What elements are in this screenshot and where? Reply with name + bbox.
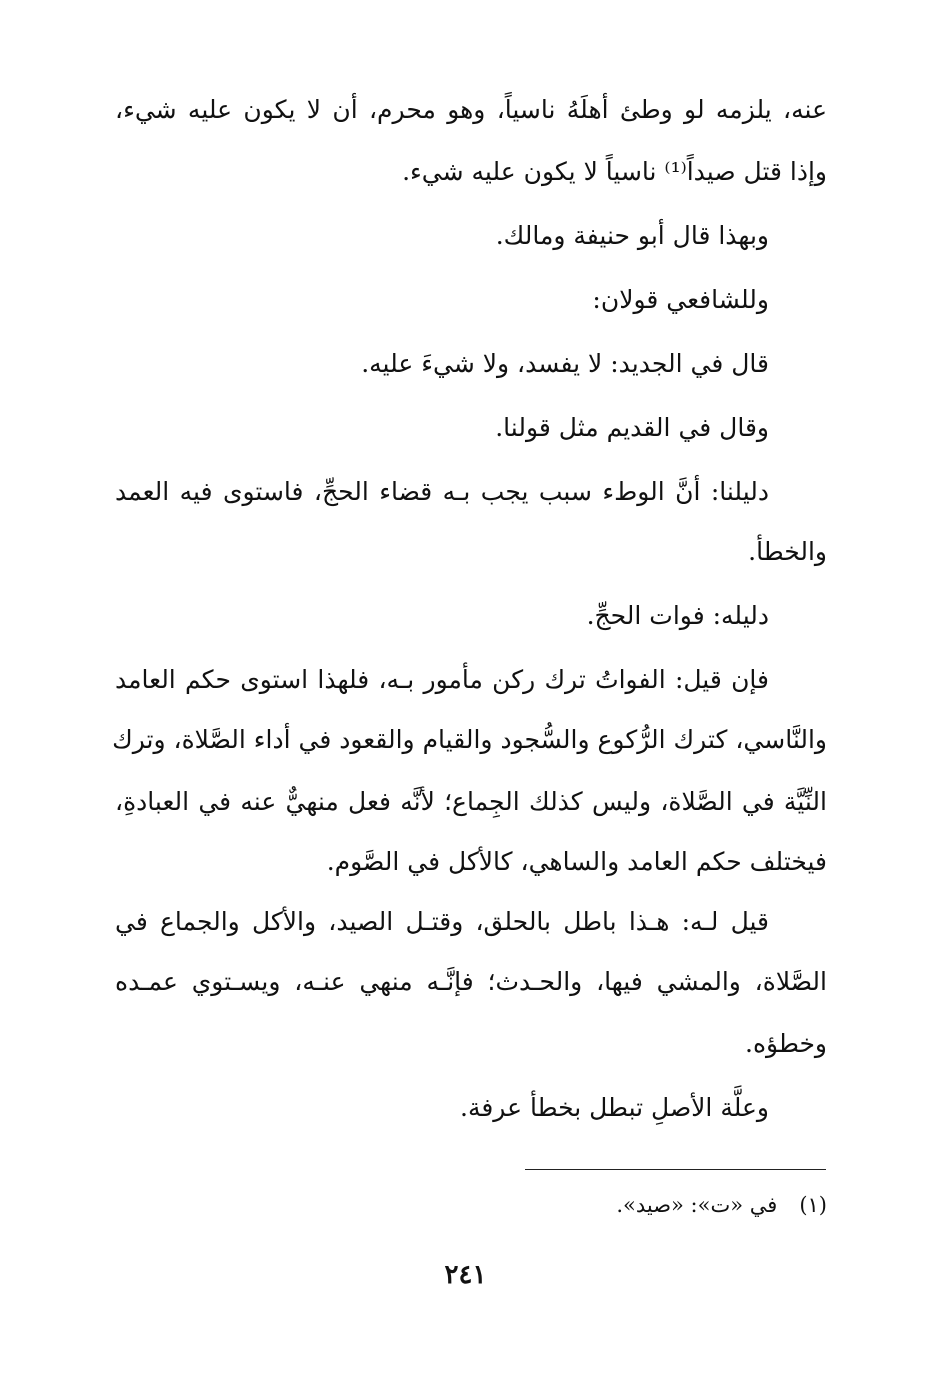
text-line: فيختلف حكم العامد والساهي، كالأكل في الصَّوم. — [326, 847, 827, 876]
text-line: وللشافعي قولان: — [592, 285, 769, 314]
text-line: الصَّلاة، والمشي فيها، والحـدث؛ فإنَّـه منهي عنـه، ويسـتوي عمـده — [115, 967, 827, 996]
text-line: فإن قيل: الفواتُ ترك ركن مأمور بـه، فلهذا استوى حكم العامد — [115, 665, 769, 694]
text-line: قيل لـه: هـذا باطل بالحلق، وقتـل الصيد، والأكل والجماع في — [115, 907, 769, 936]
text-line: دليلنا: أنَّ الوطء سبب يجب بـه قضاء الحجِّ، فاستوى فيه العمد — [115, 477, 769, 506]
text-line: النِّيَّة في الصَّلاة، وليس كذلك الجِماع؛ لأنَّه فعل منهيٌّ عنه في العبادةِ، — [115, 787, 827, 816]
text-line: وإذا قتل صيداً⁽¹⁾ ناسياً لا يكون عليه شيء. — [402, 157, 827, 186]
text-line: وعلَّة الأصلِ تبطل بخطأ عرفة. — [460, 1093, 769, 1122]
text-line: وبهذا قال أبو حنيفة ومالك. — [495, 221, 769, 250]
text-line: وقال في القديم مثل قولنا. — [495, 413, 769, 442]
footnote-number: (١) — [799, 1193, 827, 1217]
text-line: وخطؤه. — [745, 1029, 827, 1058]
text-line: دليله: فوات الحجِّ. — [586, 601, 769, 630]
page-number: ٢٤١ — [444, 1260, 487, 1290]
text-line: والخطأ. — [748, 537, 827, 566]
text-line: والنَّاسي، كترك الرُّكوع والسُّجود والقيام والقعود في أداء الصَّلاة، وترك — [112, 725, 827, 754]
text-line: عنه، يلزمه لو وطئ أهلَهُ ناسياً، وهو محرم، أن لا يكون عليه شيء، — [115, 95, 827, 124]
text-line: قال في الجديد: لا يفسد، ولا شيءَ عليه. — [361, 349, 769, 378]
footnote-separator — [525, 1169, 826, 1170]
footnote-text: في «ت»: «صيد». — [616, 1193, 778, 1217]
footnote — [616, 1190, 827, 1220]
